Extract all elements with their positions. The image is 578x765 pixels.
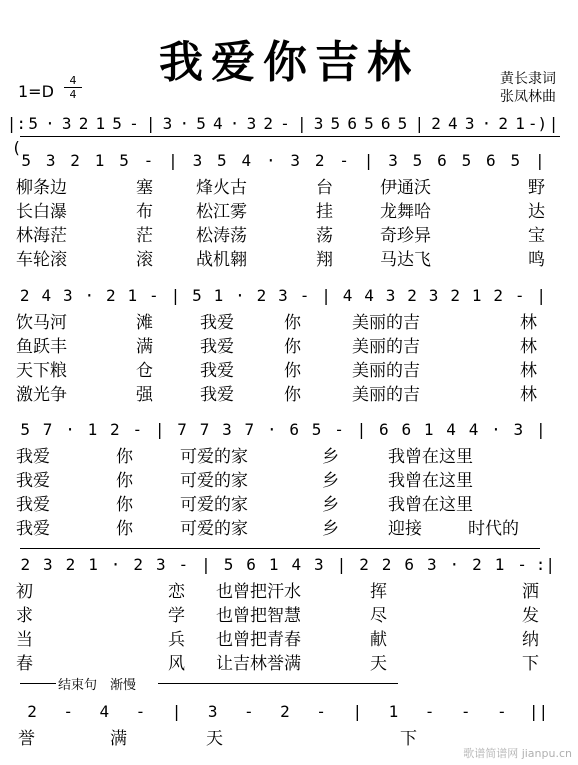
notation-line-3	[0, 418, 578, 442]
note: -	[514, 286, 525, 305]
note: 6	[401, 420, 412, 439]
lyric-row	[16, 177, 556, 199]
lyric-segment: 学	[168, 606, 185, 626]
note: 3	[385, 286, 396, 305]
note: 5	[217, 151, 227, 170]
note: 3	[155, 555, 166, 574]
lyric-segment: 我曾在这里	[388, 447, 473, 467]
note: -	[178, 555, 189, 574]
note: 3	[222, 420, 232, 439]
lyric-row	[16, 249, 556, 271]
lyric-segment: 发	[522, 606, 539, 626]
note: 5	[119, 151, 129, 170]
barline: |	[321, 286, 331, 305]
note: ·	[65, 420, 75, 439]
note: 6	[289, 420, 300, 439]
lyric-segment: 我爱	[16, 447, 50, 467]
lyric-segment: 天	[206, 729, 223, 749]
lyric-segment: 也曾把青春	[216, 630, 301, 650]
barline: |	[168, 151, 178, 170]
lyric-segment: 我爱	[200, 313, 234, 333]
lyric-segment: 春	[16, 654, 33, 674]
barline: |	[548, 114, 559, 133]
lyric-segment: 洒	[522, 582, 539, 602]
lyric-segment: 车轮滚	[16, 250, 67, 270]
time-signature-top: 4	[69, 74, 77, 87]
lyric-segment: 激光争	[16, 385, 67, 405]
lyric-row	[16, 225, 556, 247]
note: 2	[493, 286, 503, 305]
lyric-segment: 乡	[322, 471, 339, 491]
note: ·	[449, 555, 460, 574]
note: -	[496, 702, 507, 721]
lyric-segment: 乡	[322, 495, 339, 515]
lyric-segment: 饮马河	[16, 313, 67, 333]
lyric-segment: 可爱的家	[180, 471, 248, 491]
lyric-segment: 伊通沃	[380, 178, 431, 198]
note: 1	[388, 702, 399, 721]
barline: |:(	[6, 114, 27, 157]
note: -	[280, 114, 290, 133]
lyric-segment: 奇珍异	[380, 226, 431, 246]
time-signature	[64, 74, 82, 101]
note: 3	[62, 286, 73, 305]
lyric-segment: 翔	[316, 250, 333, 270]
lyric-row	[16, 336, 556, 358]
note: -	[135, 702, 146, 721]
tie-line	[20, 548, 540, 549]
note: 3	[278, 286, 288, 305]
lyric-segment: 野	[528, 178, 545, 198]
note: 3	[313, 114, 324, 133]
note: 3	[464, 114, 475, 133]
lyric-segment: 时代的	[468, 519, 519, 539]
notation-line-intro	[0, 112, 578, 157]
lyric-segment: 茫	[136, 226, 153, 246]
lyric-segment: 迎接	[388, 519, 422, 539]
lyric-segment: 你	[116, 495, 133, 515]
note: -	[424, 702, 435, 721]
note: 2	[407, 286, 417, 305]
note: 2	[359, 555, 369, 574]
lyric-segment: 你	[116, 447, 133, 467]
barline: :|	[535, 555, 555, 574]
barline: |	[145, 114, 156, 133]
barline: |	[201, 555, 211, 574]
lyric-row	[16, 312, 556, 334]
note: 2	[256, 286, 267, 305]
lyric-segment: 誉	[18, 729, 35, 749]
intro-underline	[20, 136, 560, 137]
note: ·	[84, 286, 95, 305]
lyric-segment: 滚	[136, 250, 153, 270]
lyric-segment: 塞	[136, 178, 153, 198]
lyric-segment: 天	[370, 654, 387, 674]
note: 6	[380, 114, 391, 133]
note: 2	[314, 151, 325, 170]
lyric-row	[16, 518, 556, 540]
note: 4	[446, 420, 456, 439]
note: 2	[133, 555, 144, 574]
note: 2	[78, 114, 89, 133]
ending-label: 结束句 渐慢	[58, 678, 137, 693]
barline: |	[154, 420, 165, 439]
note: 3	[426, 555, 437, 574]
note: 2	[110, 420, 120, 439]
note: -	[316, 702, 326, 721]
lyric-segment: 台	[316, 178, 333, 198]
lyric-segment: 美丽的吉	[352, 385, 420, 405]
barline: |	[171, 702, 182, 721]
barline: ||	[528, 702, 549, 721]
note: 6	[437, 151, 447, 170]
note: 5	[412, 151, 423, 170]
barline: |	[336, 555, 347, 574]
lyric-segment: 滩	[136, 313, 153, 333]
note: 2	[106, 286, 116, 305]
lyric-segment: 鱼跃丰	[16, 337, 67, 357]
ending-bracket-right	[158, 683, 398, 684]
lyric-segment: 林海茫	[16, 226, 67, 246]
note: 3	[314, 555, 324, 574]
lyric-segment: 我爱	[200, 361, 234, 381]
note: 2	[65, 555, 76, 574]
lyric-row	[16, 581, 556, 603]
lyric-segment: 荡	[316, 226, 333, 246]
barline: |	[296, 114, 307, 133]
lyric-segment: 乡	[322, 447, 339, 467]
lyric-segment: 我曾在这里	[388, 495, 473, 515]
note: 3	[290, 151, 301, 170]
lyric-segment: 满	[136, 337, 153, 357]
note: -	[149, 286, 159, 305]
lyric-segment: 马达飞	[380, 250, 431, 270]
note: 6	[379, 420, 389, 439]
note: 2	[498, 114, 509, 133]
note: 6	[404, 555, 415, 574]
note: 1	[423, 420, 434, 439]
note: 1	[515, 114, 525, 133]
note: 3	[246, 114, 257, 133]
lyric-segment: 松江雾	[196, 202, 247, 222]
note: 7	[244, 420, 255, 439]
barline: |	[352, 702, 363, 721]
credits	[500, 70, 556, 106]
lyric-segment: 我爱	[16, 495, 50, 515]
note: 5	[510, 151, 521, 170]
note: 1	[127, 286, 138, 305]
note: 4	[468, 420, 479, 439]
note: 5	[311, 420, 322, 439]
lyric-segment: 林	[520, 385, 537, 405]
note: 3	[513, 420, 524, 439]
lyric-segment: 林	[520, 337, 537, 357]
note: 5	[330, 114, 341, 133]
note: -	[299, 286, 310, 305]
lyric-segment: 达	[528, 202, 545, 222]
note: 5	[192, 286, 202, 305]
lyric-segment: 初	[16, 582, 33, 602]
notation-line-4	[0, 553, 578, 577]
notation-line-ending	[0, 700, 578, 724]
note: -	[132, 420, 143, 439]
lyric-segment: 长白瀑	[16, 202, 67, 222]
lyricist: 黄长隶词	[500, 71, 556, 87]
notation-line-2	[0, 284, 578, 308]
note: -	[460, 702, 471, 721]
lyric-segment: 烽火古	[196, 178, 247, 198]
ending-bracket-left	[20, 683, 56, 684]
notation-line-1	[0, 149, 578, 173]
note: 3	[388, 151, 398, 170]
note: 5	[397, 114, 408, 133]
lyric-segment: 布	[136, 202, 153, 222]
note: 5	[223, 555, 234, 574]
lyric-segment: 林	[520, 313, 537, 333]
lyric-segment: 下	[400, 729, 417, 749]
lyric-segment: 你	[284, 337, 301, 357]
note: ·	[266, 420, 277, 439]
lyric-segment: 兵	[168, 630, 185, 650]
note: 5	[196, 114, 206, 133]
note: 6	[486, 151, 496, 170]
note: 3	[45, 151, 56, 170]
note: ·	[110, 555, 121, 574]
note: -	[334, 420, 344, 439]
lyric-segment: 美丽的吉	[352, 313, 420, 333]
barline: |	[534, 151, 545, 170]
barline: |	[356, 420, 367, 439]
note: -	[339, 151, 349, 170]
lyric-segment: 乡	[322, 519, 339, 539]
note: -	[143, 151, 154, 170]
note: 2	[263, 114, 274, 133]
lyric-segment: 鸣	[528, 250, 545, 270]
note: ·	[179, 114, 190, 133]
note: 1	[95, 114, 106, 133]
note: ·	[265, 151, 276, 170]
note: 2	[381, 555, 392, 574]
lyric-segment: 恋	[168, 582, 185, 602]
note: 4	[448, 114, 458, 133]
time-signature-bottom: 4	[64, 87, 82, 101]
lyric-segment: 美丽的吉	[352, 337, 420, 357]
lyric-segment: 你	[284, 361, 301, 381]
barline: |	[535, 420, 546, 439]
note: 5	[21, 151, 32, 170]
note: 2	[472, 555, 482, 574]
note: ·	[229, 114, 240, 133]
lyric-segment: 也曾把汗水	[216, 582, 301, 602]
note: 2	[19, 286, 30, 305]
lyric-row	[16, 629, 556, 651]
note: 2	[27, 702, 37, 721]
lyric-segment: 你	[284, 385, 301, 405]
lyric-segment: 献	[370, 630, 387, 650]
note: 6	[246, 555, 256, 574]
song-title: 我爱你吉林	[159, 37, 419, 88]
barline: |	[536, 286, 547, 305]
lyric-row	[16, 446, 556, 468]
lyric-segment: 柳条边	[16, 178, 67, 198]
note: 6	[347, 114, 357, 133]
lyric-segment: 你	[116, 519, 133, 539]
lyric-segment: 龙舞哈	[380, 202, 431, 222]
note: 1	[94, 151, 105, 170]
note: -)	[527, 114, 548, 133]
note: ·	[491, 420, 501, 439]
note: ·	[45, 114, 55, 133]
barline: |	[414, 114, 425, 133]
note: 2	[431, 114, 441, 133]
note: 3	[162, 114, 173, 133]
lyric-segment: 让吉林誉满	[216, 654, 301, 674]
lyric-row	[16, 201, 556, 223]
note: 3	[207, 702, 218, 721]
note: 1	[88, 555, 98, 574]
note: 7	[199, 420, 210, 439]
lyric-segment: 风	[168, 654, 185, 674]
lyric-segment: 宝	[528, 226, 545, 246]
lyric-segment: 求	[16, 606, 33, 626]
lyric-segment: 可爱的家	[180, 519, 248, 539]
note: 4	[241, 151, 252, 170]
note: 3	[428, 286, 439, 305]
note: -	[63, 702, 73, 721]
note: 4	[291, 555, 302, 574]
note: -	[129, 114, 139, 133]
note: 1	[213, 286, 224, 305]
lyric-row	[16, 653, 556, 675]
note: 3	[192, 151, 203, 170]
lyric-segment: 我爱	[16, 519, 50, 539]
note: 2	[20, 555, 31, 574]
lyric-segment: 战机翱	[196, 250, 247, 270]
lyric-row	[16, 470, 556, 492]
lyric-segment: 挂	[316, 202, 333, 222]
lyric-segment: 纳	[522, 630, 539, 650]
lyric-row	[16, 360, 556, 382]
note: ·	[481, 114, 492, 133]
lyric-segment: 下	[522, 654, 539, 674]
lyric-segment: 挥	[370, 582, 387, 602]
lyric-segment: 我爱	[16, 471, 50, 491]
note: ·	[235, 286, 245, 305]
barline: |	[170, 286, 181, 305]
note: 5	[461, 151, 472, 170]
note: 5	[28, 114, 38, 133]
note: 4	[99, 702, 110, 721]
note: 2	[70, 151, 80, 170]
lyric-row	[16, 494, 556, 516]
lyric-segment: 我爱	[200, 385, 234, 405]
note: -	[244, 702, 254, 721]
lyric-segment: 你	[284, 313, 301, 333]
lyric-segment: 天下粮	[16, 361, 67, 381]
note: 7	[42, 420, 53, 439]
note: 5	[20, 420, 31, 439]
note: -	[517, 555, 527, 574]
note: 5	[112, 114, 122, 133]
lyric-segment: 松涛荡	[196, 226, 247, 246]
lyric-segment: 我爱	[200, 337, 234, 357]
lyric-segment: 满	[110, 729, 127, 749]
note: 1	[494, 555, 505, 574]
note: 2	[280, 702, 290, 721]
watermark: 歌谱简谱网 jianpu.cn	[463, 747, 572, 760]
lyric-segment: 美丽的吉	[352, 361, 420, 381]
lyric-segment: 也曾把智慧	[216, 606, 301, 626]
composer: 张凤林曲	[500, 89, 556, 105]
note: 1	[471, 286, 482, 305]
lyric-row	[16, 605, 556, 627]
lyric-segment: 我曾在这里	[388, 471, 473, 491]
lyric-segment: 可爱的家	[180, 447, 248, 467]
note: 2	[450, 286, 460, 305]
note: 7	[177, 420, 187, 439]
barline: |	[363, 151, 374, 170]
note: 4	[342, 286, 353, 305]
lyric-segment: 尽	[370, 606, 387, 626]
note: 4	[364, 286, 374, 305]
lyric-segment: 当	[16, 630, 33, 650]
key-signature: 1=D	[18, 82, 54, 101]
lyric-segment: 你	[116, 471, 133, 491]
lyric-segment: 强	[136, 385, 153, 405]
lyric-segment: 仓	[136, 361, 153, 381]
note: 1	[268, 555, 279, 574]
note: 4	[213, 114, 223, 133]
note: 3	[43, 555, 53, 574]
note: 1	[87, 420, 98, 439]
lyric-segment: 林	[520, 361, 537, 381]
lyric-row	[16, 384, 556, 406]
lyric-segment: 可爱的家	[180, 495, 248, 515]
note: 3	[61, 114, 72, 133]
note: 4	[41, 286, 52, 305]
note: 5	[364, 114, 374, 133]
